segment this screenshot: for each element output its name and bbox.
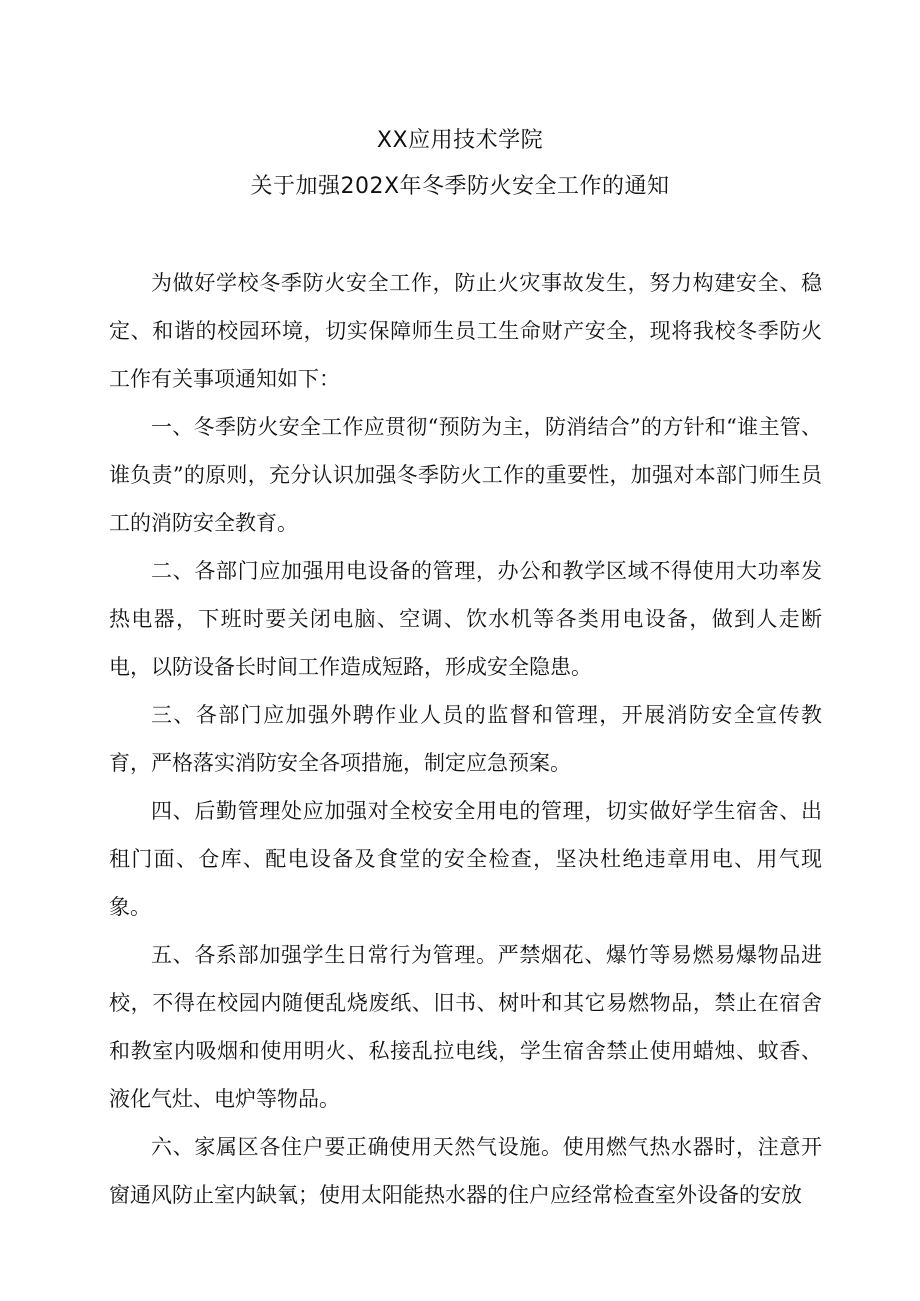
item-6-paragraph: 六、家属区各住户要正确使用天然气设施。使用燃气热水器时，注意开窗通风防止室内缺氧；使用太阳能热水器的住户应经常检查室外设备的安放	[109, 1135, 822, 1207]
notice-title: 关于加强202X年冬季防火安全工作的通知	[250, 174, 670, 199]
document-title	[0, 118, 920, 210]
document-body	[109, 259, 822, 1219]
item-3-paragraph: 三、各部门应加强外聘作业人员的监督和管理，开展消防安全宣传教育，严格落实消防安全各项措施，制定应急预案。	[109, 703, 822, 775]
institution-name: XX应用技术学院	[376, 128, 544, 153]
item-1-paragraph: 一、冬季防火安全工作应贯彻“预防为主，防消结合”的方针和“谁主管、谁负责”的原则，充分认识加强冬季防火工作的重要性，加强对本部门师生员工的消防安全教育。	[109, 415, 822, 535]
intro-paragraph: 为做好学校冬季防火安全工作，防止火灾事故发生，努力构建安全、稳定、和谐的校园环境，切实保障师生员工生命财产安全，现将我校冬季防火工作有关事项通知如下：	[109, 271, 822, 391]
item-4-paragraph: 四、后勤管理处应加强对全校安全用电的管理，切实做好学生宿舍、出租门面、仓库、配电设备及食堂的安全检查，坚决杜绝违章用电、用气现象。	[109, 799, 822, 919]
item-5-paragraph: 五、各系部加强学生日常行为管理。严禁烟花、爆竹等易燃易爆物品进校，不得在校园内随便乱烧废纸、旧书、树叶和其它易燃物品，禁止在宿舍和教室内吸烟和使用明火、私接乱拉电线，学生宿舍禁止使用蜡烛、蚊香、液化气灶、电炉等物品。	[109, 943, 822, 1111]
item-2-paragraph: 二、各部门应加强用电设备的管理，办公和教学区域不得使用大功率发热电器，下班时要关闭电脑、空调、饮水机等各类用电设备，做到人走断电，以防设备长时间工作造成短路，形成安全隐患。	[109, 559, 822, 679]
